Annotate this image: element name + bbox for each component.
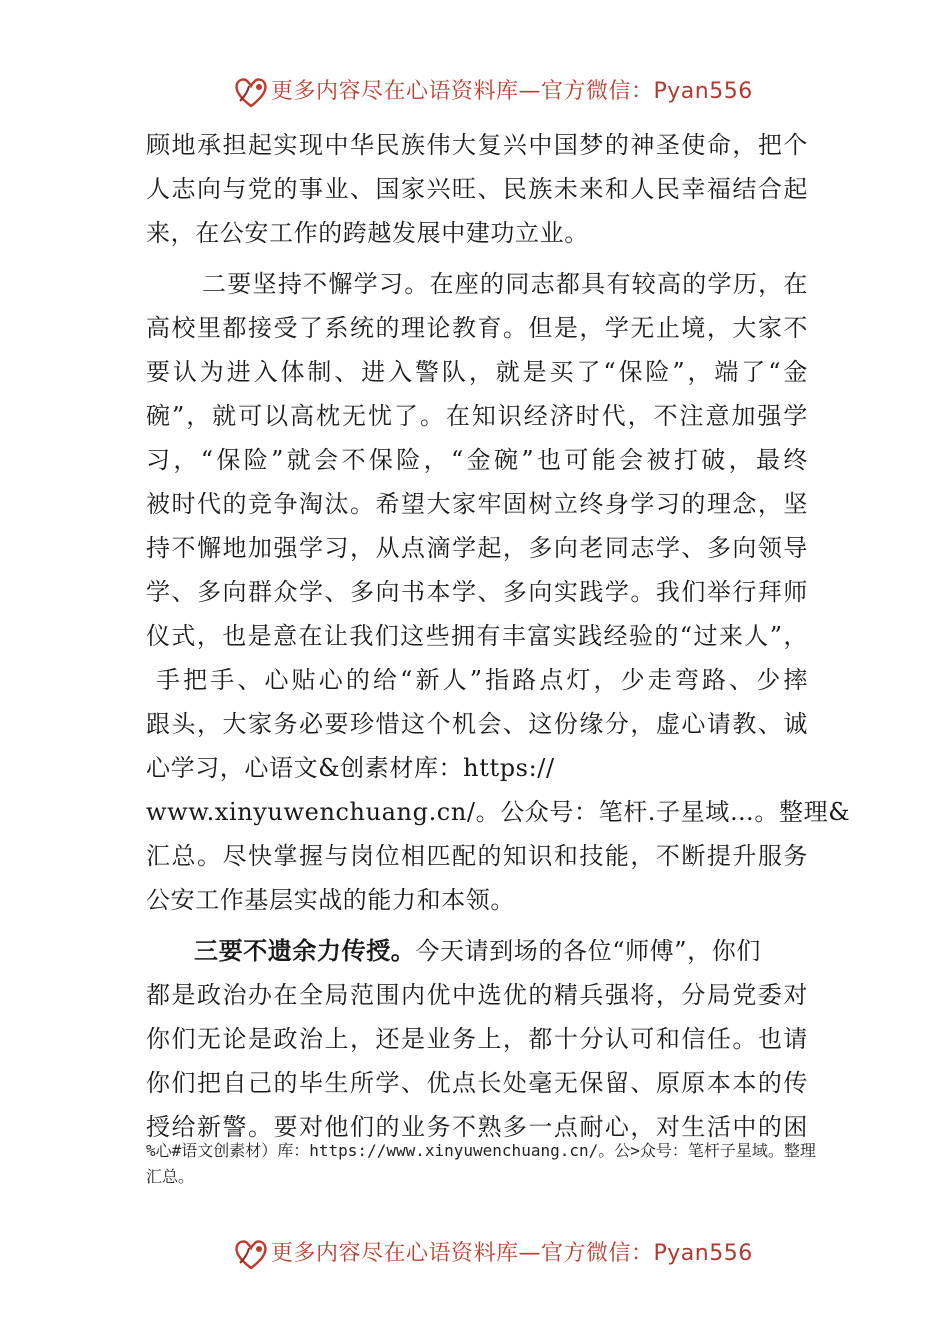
text-line: 心学习，心语文&创素材库：https://: [146, 754, 555, 782]
text-line: 习，“保险”就会不保险，“金碗”也可能会被打破，最终: [146, 446, 808, 474]
document-body: [146, 123, 851, 1149]
heart-logo-icon: [233, 1236, 269, 1272]
text-line: 都是政治办在全局范围内优中选优的精兵强将，分局党委对: [146, 981, 808, 1009]
text-line: 高校里都接受了系统的理论教育。但是，学无止境，大家不: [146, 314, 808, 342]
heart-logo-icon: [233, 74, 269, 110]
text-line: 人志向与党的事业、国家兴旺、民族未来和人民幸福结合起: [146, 175, 808, 203]
footnote-line: 汇总。: [146, 1167, 195, 1186]
footnote: [146, 1138, 836, 1190]
text-line: 你们把自己的毕生所学、优点长处毫无保留、原原本本的传: [146, 1069, 808, 1097]
text-span: 今天请到场的各位“师傅”，你们: [415, 937, 761, 965]
paragraph-2: [146, 262, 851, 922]
text-line: 仪式，也是意在让我们这些拥有丰富实践经验的“过来人”，: [146, 622, 808, 650]
text-line: 公安工作基层实战的能力和本领。: [146, 886, 515, 914]
text-line: 你们无论是政治上，还是业务上，都十分认可和信任。也请: [146, 1025, 808, 1053]
text-line: 要认为进入体制、进入警队，就是买了“保险”，端了“金: [146, 358, 808, 386]
text-line: 手把手、心贴心的给“新人”指路点灯，少走弯路、少摔: [156, 666, 808, 694]
text-line: 授给新警。要对他们的业务不熟多一点耐心，对生活中的困: [146, 1113, 808, 1141]
paragraph-3: [146, 929, 808, 1149]
text-line: [146, 929, 808, 973]
text-line: 二要坚持不懈学习。在座的同志都具有较高的学历，在: [202, 270, 808, 298]
text-line: 顾地承担起实现中华民族伟大复兴中国梦的神圣使命，把个: [146, 131, 808, 159]
paragraph-1: [146, 123, 808, 255]
text-line: 碗”，就可以高枕无忧了。在知识经济时代，不注意加强学: [146, 402, 808, 430]
text-line: 汇总。尽快掌握与岗位相匹配的知识和技能，不断提升服务: [146, 842, 808, 870]
text-line: 跟头，大家务必要珍惜这个机会、这份缘分，虚心请教、诚: [146, 710, 808, 738]
text-line: 持不懈地加强学习，从点滴学起，多向老同志学、多向领导: [146, 534, 808, 562]
watermark-banner-bottom: [0, 1232, 950, 1276]
watermark-text: 更多内容尽在心语资料库—官方微信：Pyan556: [271, 1241, 753, 1266]
footnote-line: %心#语文创素材）库：https://www.xinyuwenchuang.cn/。公>众号：笔杆子星域。整理: [146, 1141, 816, 1160]
paragraph-lead: 三要不遗余力传授。: [194, 936, 416, 965]
text-line: 来，在公安工作的跨越发展中建功立业。: [146, 219, 589, 247]
watermark-banner-top: [0, 70, 950, 114]
text-line: 被时代的竞争淘汰。希望大家牢固树立终身学习的理念，坚: [146, 490, 808, 518]
watermark-text: 更多内容尽在心语资料库—官方微信：Pyan556: [271, 79, 753, 104]
text-line: www.xinyuwenchuang.cn/。公众号：笔杆.子星域…。整理&: [146, 798, 851, 826]
text-line: 学、多向群众学、多向书本学、多向实践学。我们举行拜师: [146, 578, 808, 606]
